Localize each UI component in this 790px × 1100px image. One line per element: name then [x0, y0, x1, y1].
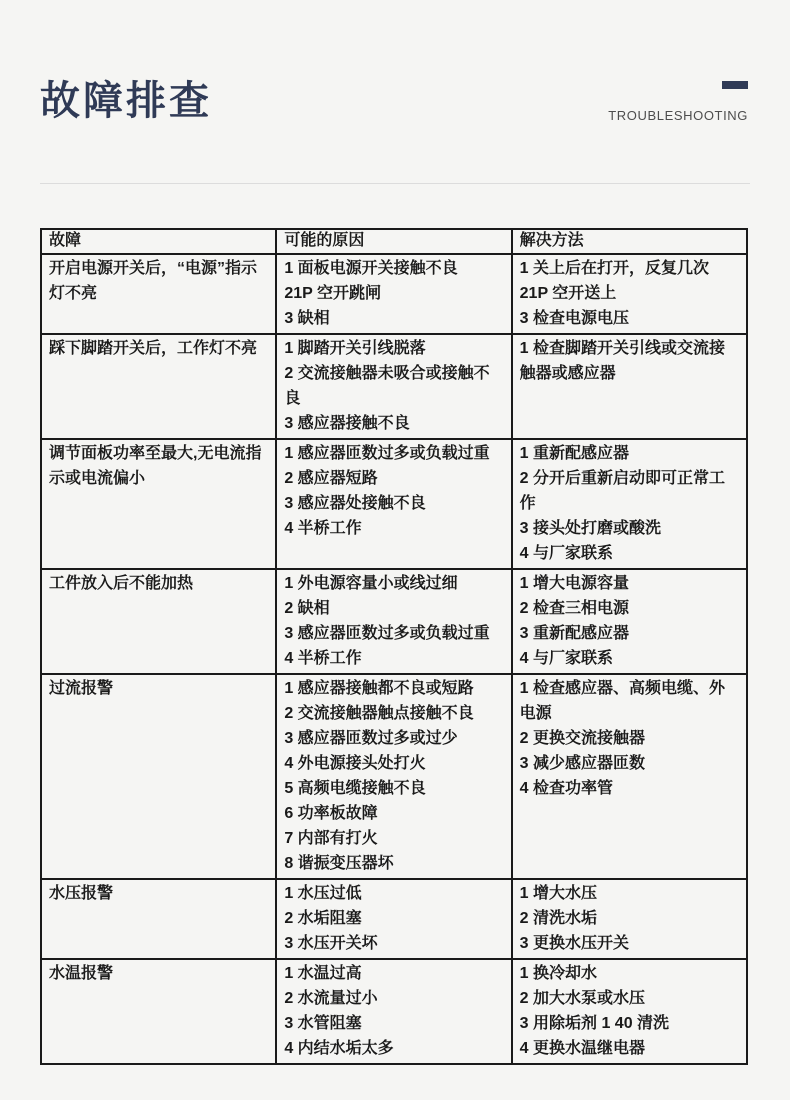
cell-line: 过流报警 — [49, 680, 114, 697]
fault-cell — [41, 334, 276, 439]
cell-line: 2 检查三相电源 — [519, 600, 630, 617]
cell-line: 2 水垢阻塞 — [284, 910, 362, 927]
cell-line: 2 交流接触器触点接触不良 — [284, 705, 474, 722]
cell-line: 4 与厂家联系 — [519, 545, 614, 562]
cell-line: 开启电源开关后，“电源”指示灯不亮 — [49, 260, 258, 302]
cell-line: 2 更换交流接触器 — [519, 730, 646, 747]
cell-line: 1 外电源容量小或线过细 — [284, 575, 458, 592]
cell-line: 1 关上后在打开，反复几次 — [519, 260, 710, 277]
divider — [40, 183, 750, 184]
solutions-cell — [512, 959, 747, 1064]
fault-cell — [41, 439, 276, 569]
cell-line: 踩下脚踏开关后，工作灯不亮 — [49, 340, 258, 357]
cell-line: 5 高频电缆接触不良 — [284, 780, 426, 797]
fault-cell — [41, 569, 276, 674]
page-title: 故障排查 — [40, 79, 212, 123]
cell-line: 1 脚踏开关引线脱落 — [284, 340, 426, 357]
cell-line: 2 交流接触器未吸合或接触不良 — [284, 365, 490, 407]
cell-line: 3 感应器接触不良 — [284, 415, 410, 432]
page-subtitle: TROUBLESHOOTING — [608, 108, 748, 123]
solutions-cell — [512, 879, 747, 959]
cell-line: 1 换冷却水 — [519, 965, 598, 982]
causes-cell — [276, 439, 511, 569]
cell-line: 1 感应器接触都不良或短路 — [284, 680, 474, 697]
table-row — [41, 879, 747, 959]
fault-cell — [41, 879, 276, 959]
cell-line: 4 更换水温继电器 — [519, 1040, 646, 1057]
cell-line: 3 重新配感应器 — [519, 625, 630, 642]
fault-cell — [41, 959, 276, 1064]
cell-line: 1 检查感应器、高频电缆、外电源 — [519, 680, 726, 722]
cell-line: 21P 空开跳闸 — [284, 285, 381, 302]
cell-line: 1 增大电源容量 — [519, 575, 630, 592]
cell-line: 2 清洗水垢 — [519, 910, 598, 927]
fault-cell — [41, 674, 276, 879]
causes-cell — [276, 674, 511, 879]
table-row — [41, 959, 747, 1064]
table-header-row — [41, 229, 747, 254]
cell-line: 3 水管阻塞 — [284, 1015, 362, 1032]
table-row — [41, 254, 747, 334]
cell-line: 3 感应器匝数过多或负载过重 — [284, 625, 490, 642]
causes-cell — [276, 254, 511, 334]
cell-line: 3 缺相 — [284, 310, 330, 327]
table-row — [41, 334, 747, 439]
header-cell-causes: 可能的原因 — [276, 229, 511, 254]
cell-line: 1 面板电源开关接触不良 — [284, 260, 458, 277]
cell-line: 4 半桥工作 — [284, 650, 362, 667]
cell-line: 3 水压开关坏 — [284, 935, 378, 952]
causes-cell — [276, 334, 511, 439]
header-cell-solutions: 解决方法 — [512, 229, 747, 254]
cell-line: 2 分开后重新启动即可正常工作 — [519, 470, 726, 512]
table-body — [41, 254, 747, 1064]
solutions-cell — [512, 439, 747, 569]
cell-line: 水温报警 — [49, 965, 114, 982]
cell-line: 3 用除垢剂 1 40 清洗 — [519, 1015, 670, 1032]
causes-cell — [276, 959, 511, 1064]
solutions-cell — [512, 569, 747, 674]
cell-line: 1 感应器匝数过多或负载过重 — [284, 445, 490, 462]
table-row — [41, 439, 747, 569]
cell-line: 2 加大水泵或水压 — [519, 990, 646, 1007]
table-row — [41, 674, 747, 879]
cell-line: 6 功率板故障 — [284, 805, 378, 822]
cell-line: 2 水流量过小 — [284, 990, 378, 1007]
cell-line: 3 接头处打磨或酸洗 — [519, 520, 662, 537]
cell-line: 3 更换水压开关 — [519, 935, 630, 952]
solutions-cell — [512, 254, 747, 334]
cell-line: 4 外电源接头处打火 — [284, 755, 426, 772]
cell-line: 1 增大水压 — [519, 885, 598, 902]
solutions-cell — [512, 674, 747, 879]
cell-line: 7 内部有打火 — [284, 830, 378, 847]
cell-line: 3 感应器匝数过多或过少 — [284, 730, 458, 747]
cell-line: 4 与厂家联系 — [519, 650, 614, 667]
cell-line: 8 谐振变压器坏 — [284, 855, 394, 872]
header-cell-fault: 故障 — [41, 229, 276, 254]
cell-line: 1 水温过高 — [284, 965, 362, 982]
cell-line: 2 感应器短路 — [284, 470, 378, 487]
cell-line: 2 缺相 — [284, 600, 330, 617]
cell-line: 4 检查功率管 — [519, 780, 614, 797]
cell-line: 水压报警 — [49, 885, 114, 902]
cell-line: 1 水压过低 — [284, 885, 362, 902]
table-row — [41, 569, 747, 674]
cell-line: 调节面板功率至最大,无电流指示或电流偏小 — [49, 445, 262, 487]
cell-line: 1 重新配感应器 — [519, 445, 630, 462]
cell-line: 3 感应器处接触不良 — [284, 495, 426, 512]
solutions-cell — [512, 334, 747, 439]
brand-dash-icon — [722, 81, 748, 89]
cell-line: 3 检查电源电压 — [519, 310, 630, 327]
cell-line: 1 检查脚踏开关引线或交流接触器或感应器 — [519, 340, 726, 382]
causes-cell — [276, 879, 511, 959]
troubleshooting-table — [40, 228, 748, 1065]
fault-cell — [41, 254, 276, 334]
causes-cell — [276, 569, 511, 674]
cell-line: 21P 空开送上 — [519, 285, 617, 302]
cell-line: 3 减少感应器匝数 — [519, 755, 646, 772]
cell-line: 4 半桥工作 — [284, 520, 362, 537]
cell-line: 4 内结水垢太多 — [284, 1040, 394, 1057]
cell-line: 工件放入后不能加热 — [49, 575, 194, 592]
